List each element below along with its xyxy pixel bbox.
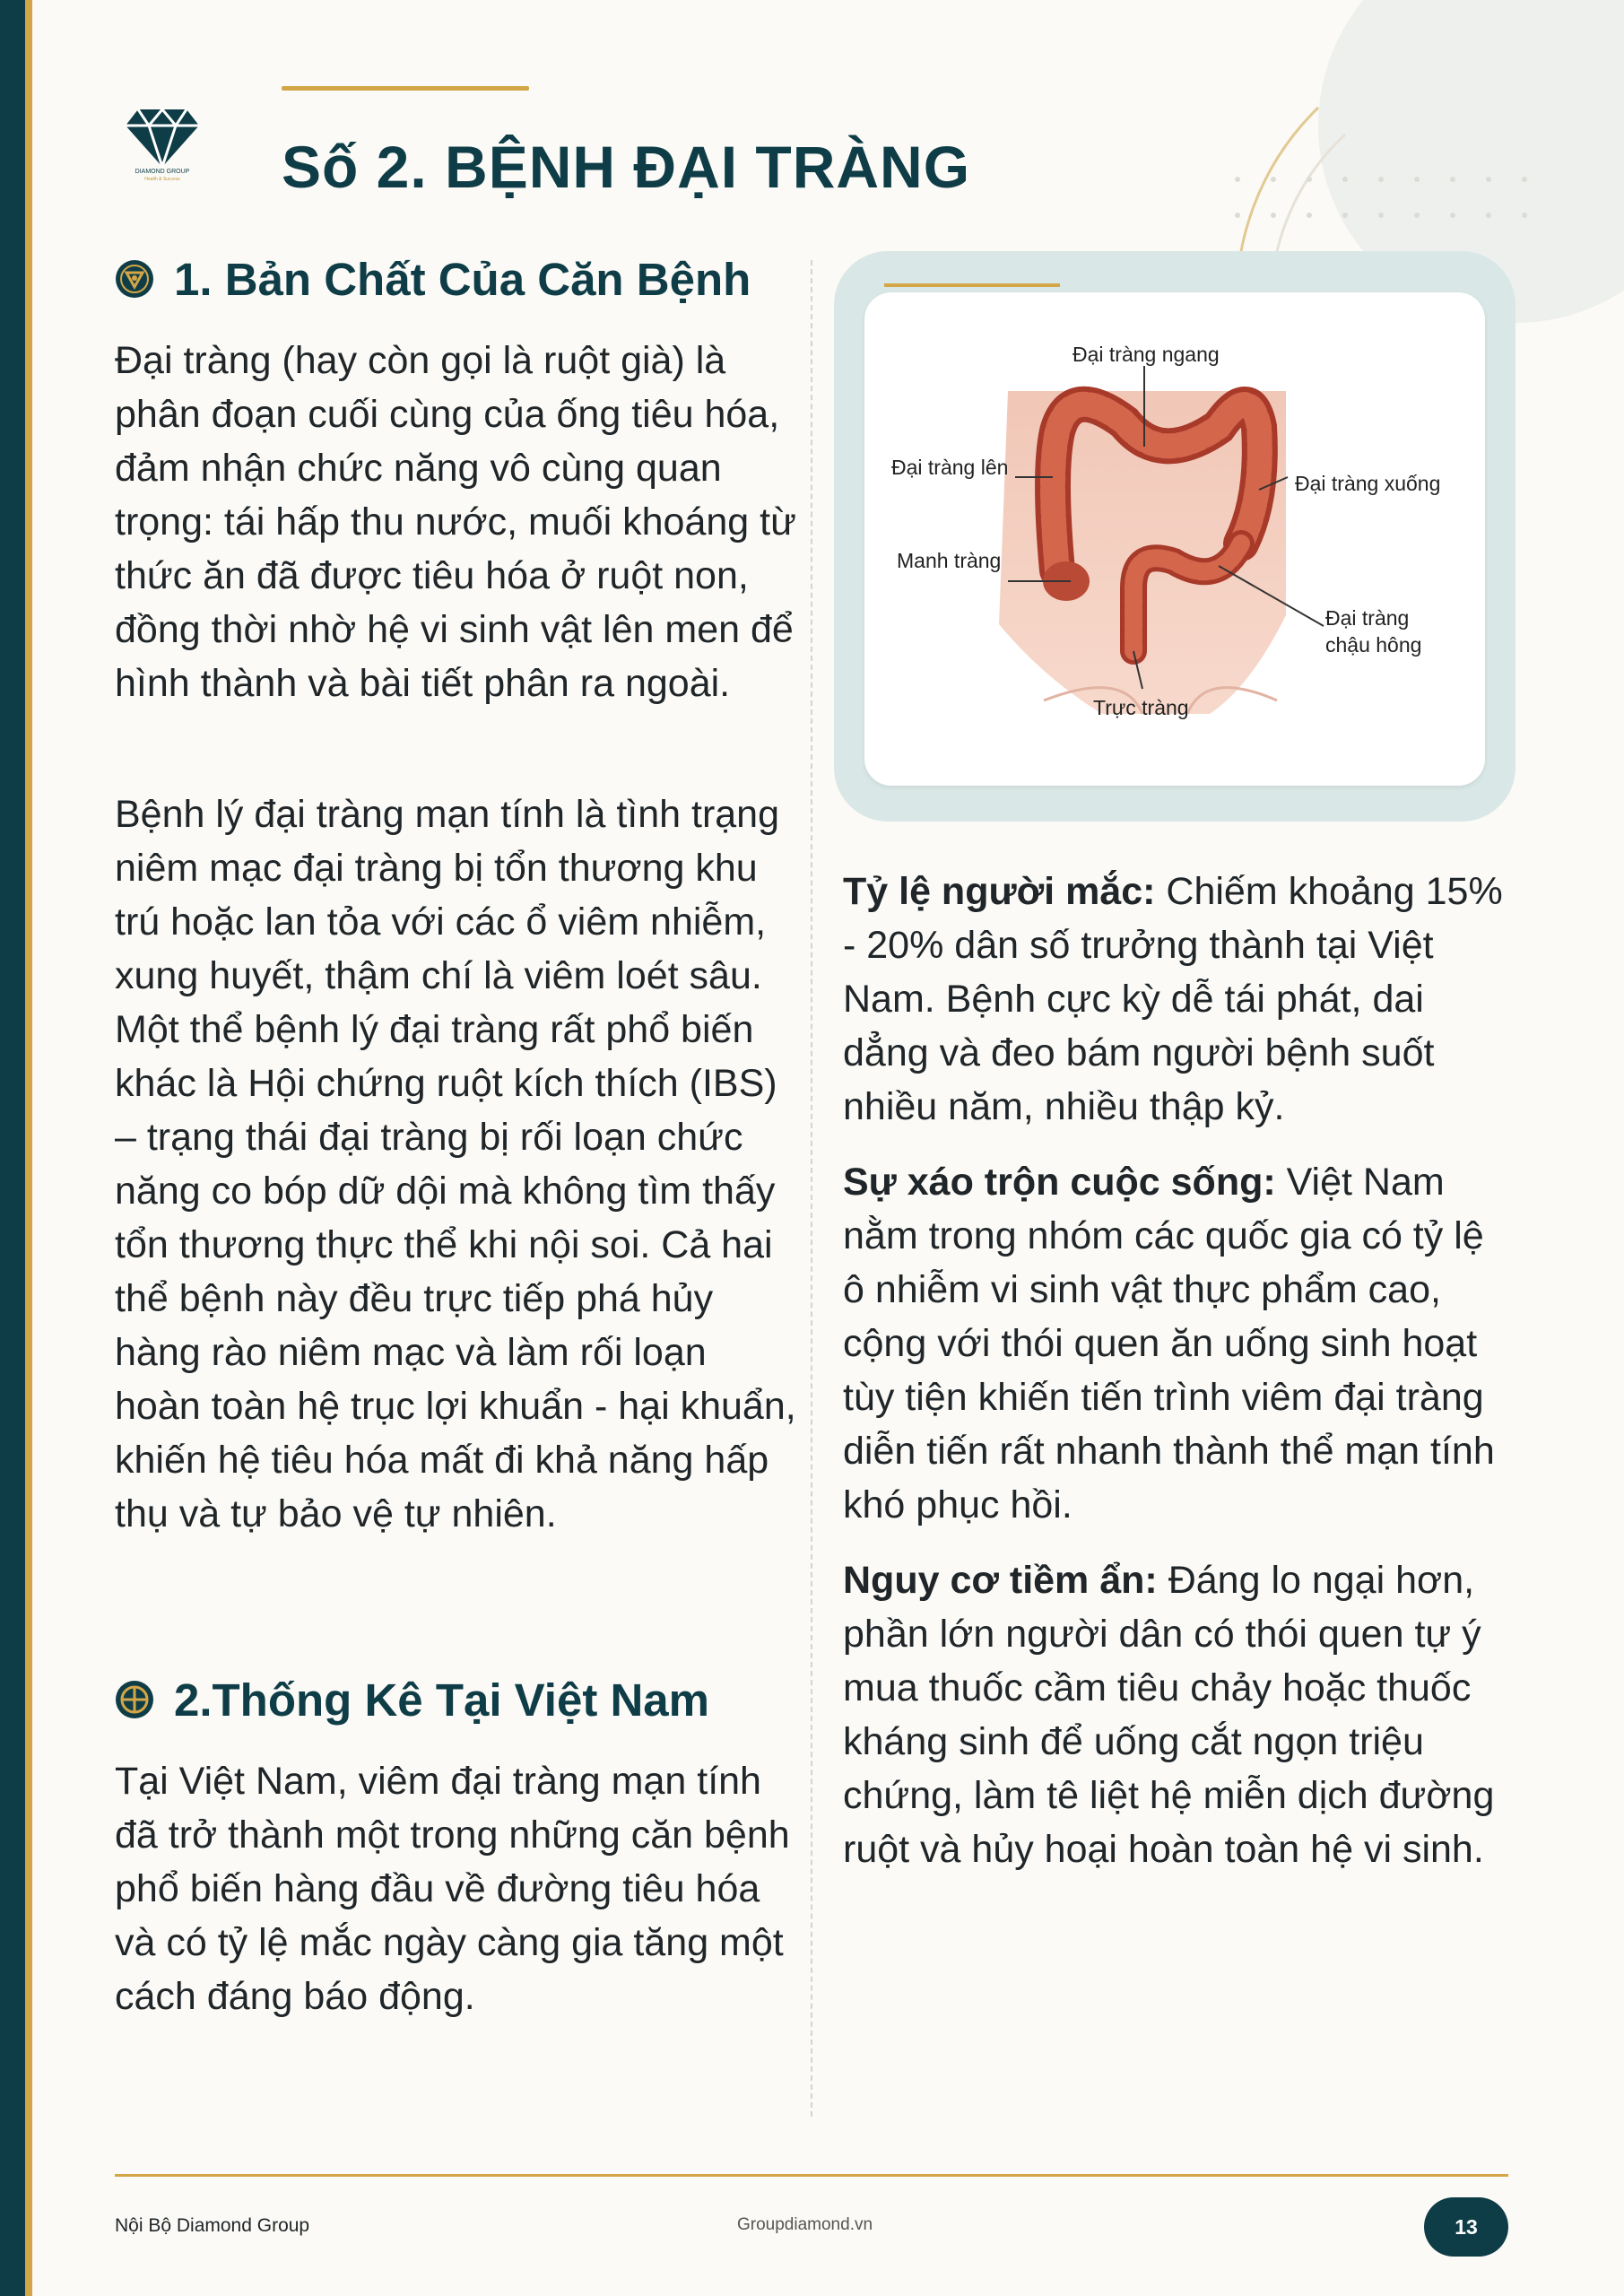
section2-heading [115, 1674, 709, 1726]
logo-tagline: Health & Success [144, 177, 180, 182]
label-descending-colon: Đại tràng xuống [1295, 472, 1441, 495]
label-ascending-colon: Đại tràng lên [891, 456, 1009, 479]
stat-life-paragraph [843, 1155, 1507, 1532]
section1-heading [115, 253, 751, 306]
page-title: Số 2. BỆNH ĐẠI TRÀNG [282, 134, 971, 200]
diamond-icon [122, 104, 203, 169]
section1-paragraph-1: Đại tràng (hay còn gọi là ruột già) là phân đoạn cuối cùng của ống tiêu hóa, đảm nhận chức năng vô cùng quan trọng: tái hấp thu nước, muối khoáng từ thức ăn đã được tiêu hóa ở ruột non, đồng thời nhờ hệ vi sinh vật lên men để hình thành và bài tiết phân ra ngoài. [115, 339, 796, 705]
stat-risk-label: Nguy cơ tiềm ẩn: [843, 1559, 1158, 1602]
footer-company: Nội Bộ Diamond Group [115, 2215, 310, 2236]
triangle-badge-icon [115, 259, 154, 299]
label-sigmoid-line2: chậu hông [1325, 633, 1422, 657]
column-divider [811, 260, 812, 2117]
label-rectum: Trực tràng [1093, 696, 1189, 719]
section2-heading-text: 2.Thống Kê Tại Việt Nam [174, 1674, 710, 1726]
colon-diagram [864, 292, 1485, 786]
colon-diagram-card [834, 251, 1515, 822]
stat-rate-text: Chiếm khoảng 15% - 20% dân số trưởng thành tại Việt Nam. Bệnh cực kỳ dễ tái phát, dai dẳng và đeo bám người bệnh suốt nhiều năm, nhiều thập kỷ. [843, 870, 1503, 1128]
stat-life-text: Việt Nam nằm trong nhóm các quốc gia có tỷ lệ ô nhiễm vi sinh vật thực phẩm cao, cộng với thói quen ăn uống sinh hoạt tùy tiện khiến tiến trình viêm đại tràng diễn tiến rất nhanh thành thể mạn tính khó phục hồi. [843, 1161, 1495, 1526]
section1-paragraph-2: Bệnh lý đại tràng mạn tính là tình trạng niêm mạc đại tràng bị tổn thương khu trú hoặc lan tỏa với các ổ viêm nhiễm, xung huyết, thậm chí là viêm loét sâu. Một thể bệnh lý đại tràng rất phổ biến khác là Hội chứng ruột kích thích (IBS) – trạng thái đại tràng bị rối loạn chức năng co bóp dữ dội mà không tìm thấy tổn thương thực thể khi nội soi. Cả hai thể bệnh này đều trực tiếp phá hủy hàng rào niêm mạc và làm rối loạn hoàn toàn hệ trục lợi khuẩn - hại khuẩn, khiến hệ tiêu hóa mất đi khả năng hấp thụ và tự bảo vệ tự nhiên. [115, 793, 796, 1535]
label-cecum: Manh tràng [897, 549, 1002, 572]
label-sigmoid-line1: Đại tràng [1325, 606, 1410, 630]
stat-rate-paragraph [843, 865, 1507, 1134]
footer-website: Groupdiamond.vn [737, 2215, 873, 2234]
label-transverse-colon: Đại tràng ngang [1073, 343, 1220, 366]
section2-paragraph: Tại Việt Nam, viêm đại tràng mạn tính đã trở thành một trong những căn bệnh phổ biến hàng đầu về đường tiêu hóa và có tỷ lệ mắc ngày càng gia tăng một cách đáng báo động. [115, 1760, 790, 2018]
card-accent-line [884, 283, 1060, 287]
stat-risk-text: Đáng lo ngại hơn, phần lớn người dân có thói quen tự ý mua thuốc cầm tiêu chảy hoặc thuốc kháng sinh để uống cắt ngọn triệu chứng, làm tê liệt hệ miễn dịch đường ruột và hủy hoại hoàn toàn hệ vi sinh. [843, 1559, 1495, 1871]
diamond-logo [122, 104, 203, 185]
stat-risk-paragraph [843, 1553, 1507, 1876]
stat-rate-label: Tỷ lệ người mắc: [843, 870, 1156, 913]
footer-divider [115, 2174, 1508, 2177]
crosshair-circle-icon [115, 1680, 154, 1719]
title-accent-line [282, 86, 529, 91]
stat-life-label: Sự xáo trộn cuộc sống: [843, 1161, 1276, 1204]
section1-heading-text: 1. Bản Chất Của Căn Bệnh [174, 254, 751, 305]
logo-brand-text: DIAMOND GROUP [135, 169, 190, 175]
page-number: 13 [1424, 2197, 1508, 2257]
